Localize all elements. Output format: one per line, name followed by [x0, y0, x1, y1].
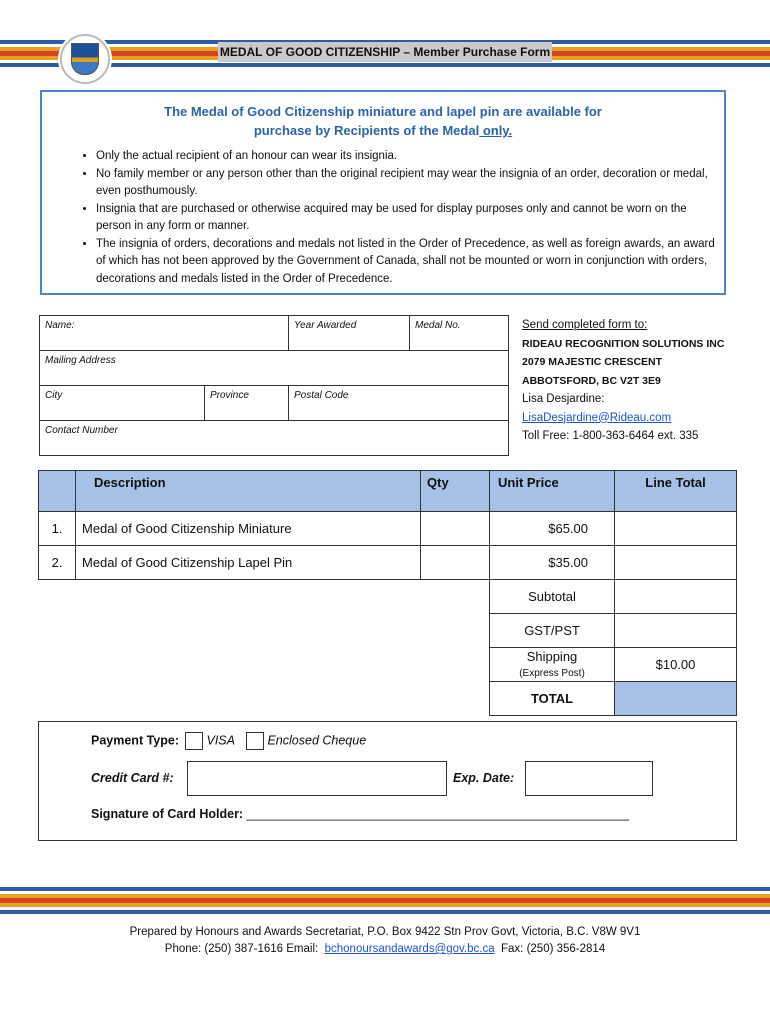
exp-date-input[interactable]	[525, 761, 653, 796]
customer-info-table	[39, 315, 509, 456]
notice-list	[42, 148, 724, 288]
total-row	[39, 682, 737, 716]
table-row	[39, 512, 737, 546]
footer	[0, 924, 770, 958]
notice-bullet: • Only the actual recipient of an honour can wear its insignia.	[96, 148, 724, 166]
bottom-stripes	[0, 887, 770, 914]
header-line-total: Line Total	[615, 471, 737, 512]
subtotal-row	[39, 580, 737, 614]
item-unit-price: $35.00	[490, 546, 615, 580]
table-row	[39, 546, 737, 580]
header-description: Description	[76, 471, 421, 512]
company-name: RIDEAU RECOGNITION SOLUTIONS INC	[522, 337, 725, 350]
item-number: 2.	[39, 546, 76, 580]
notice-bullet: • Insignia that are purchased or otherwise acquired may be used for display purposes only and cannot be worn on the person in any form or manner.	[96, 201, 724, 236]
header-unit-price: Unit Price	[490, 471, 615, 512]
notice-heading-line2: purchase by Recipients of the Medal	[253, 123, 480, 138]
item-qty-input[interactable]	[421, 512, 490, 546]
send-to-heading: Send completed form to:	[522, 319, 648, 331]
item-qty-input[interactable]	[421, 546, 490, 580]
total-value[interactable]	[615, 682, 737, 716]
tax-row	[39, 614, 737, 648]
footer-contact	[0, 941, 770, 958]
order-table	[38, 470, 737, 716]
contact-phone: Toll Free: 1-800-363-6464 ext. 335	[522, 430, 699, 442]
visa-checkbox[interactable]	[185, 732, 203, 750]
postal-code-field[interactable]: Postal Code	[289, 386, 509, 421]
signature-line[interactable]: _______________________________________________________	[246, 807, 629, 821]
visa-label: VISA	[206, 733, 235, 748]
shipping-value: $10.00	[615, 648, 737, 682]
shipping-label-text: Shipping	[526, 648, 578, 664]
bc-crest-icon	[60, 34, 110, 84]
cheque-label: Enclosed Cheque	[267, 733, 367, 748]
payment-section	[38, 721, 737, 841]
order-header-row	[39, 471, 737, 512]
payment-type-row	[91, 732, 366, 750]
item-line-total[interactable]	[615, 546, 737, 580]
medal-no-field[interactable]: Medal No.	[410, 316, 509, 351]
subtotal-label: Subtotal	[490, 580, 615, 614]
name-field[interactable]: Name:	[40, 316, 289, 351]
year-awarded-field[interactable]: Year Awarded	[289, 316, 410, 351]
notice-bullet: • No family member or any person other than the original recipient may wear the insignia of an order, decoration or medal, even posthumously.	[96, 166, 724, 201]
shipping-label	[490, 648, 615, 682]
exp-date-label-row	[453, 771, 514, 785]
total-label: TOTAL	[490, 682, 615, 716]
notice-heading-line1: The Medal of Good Citizenship miniature and lapel pin are available for	[164, 104, 602, 119]
item-description: Medal of Good Citizenship Miniature	[76, 512, 421, 546]
city-address: ABBOTSFORD, BC V2T 3E9	[522, 374, 661, 387]
shipping-note: (Express Post)	[519, 667, 585, 679]
cheque-checkbox[interactable]	[246, 732, 264, 750]
notice-heading	[42, 102, 724, 140]
mailing-address-field[interactable]: Mailing Address	[40, 351, 509, 386]
subtotal-value[interactable]	[615, 580, 737, 614]
item-line-total[interactable]	[615, 512, 737, 546]
credit-card-label: Credit Card #:	[91, 771, 174, 785]
contact-number-field[interactable]: Contact Number	[40, 421, 509, 456]
signature-label: Signature of Card Holder:	[91, 807, 244, 821]
gst-pst-value[interactable]	[615, 614, 737, 648]
footer-phone: Phone: (250) 387-1616 Email:	[164, 943, 319, 955]
footer-email-link[interactable]: bchonoursandawards@gov.bc.ca	[324, 943, 495, 955]
footer-fax: Fax: (250) 356-2814	[501, 943, 606, 955]
notice-heading-emph: only.	[479, 123, 513, 138]
city-field[interactable]: City	[40, 386, 205, 421]
page-title: MEDAL OF GOOD CITIZENSHIP – Member Purchase Form	[218, 42, 552, 62]
credit-card-label-row	[91, 771, 174, 785]
province-field[interactable]: Province	[205, 386, 289, 421]
credit-card-input[interactable]	[187, 761, 447, 796]
payment-type-label: Payment Type:	[91, 733, 179, 748]
item-description: Medal of Good Citizenship Lapel Pin	[76, 546, 421, 580]
item-unit-price: $65.00	[490, 512, 615, 546]
footer-address: Prepared by Honours and Awards Secretariat, P.O. Box 9422 Stn Prov Govt, Victoria, B.C. V8W 9V1	[129, 926, 641, 938]
notice-bullet: • The insignia of orders, decorations and medals not listed in the Order of Precedence, as well as foreign awards, an award of which has not been approved by the Government of Canada, shall not be mounted or worn in conjunction with orders, decorations and medals listed in the Order of Precedence.	[96, 236, 724, 289]
shipping-row	[39, 648, 737, 682]
send-to-block	[522, 316, 724, 446]
street-address: 2079 MAJESTIC CRESCENT	[522, 356, 663, 368]
item-number: 1.	[39, 512, 76, 546]
eligibility-notice	[40, 90, 726, 295]
header-qty: Qty	[421, 471, 490, 512]
contact-email-link[interactable]: LisaDesjardine@Rideau.com	[522, 411, 672, 424]
signature-row	[91, 807, 629, 821]
contact-person: Lisa Desjardine:	[522, 393, 605, 405]
gst-pst-label: GST/PST	[490, 614, 615, 648]
exp-date-label: Exp. Date:	[453, 771, 515, 785]
header-num	[39, 471, 76, 512]
